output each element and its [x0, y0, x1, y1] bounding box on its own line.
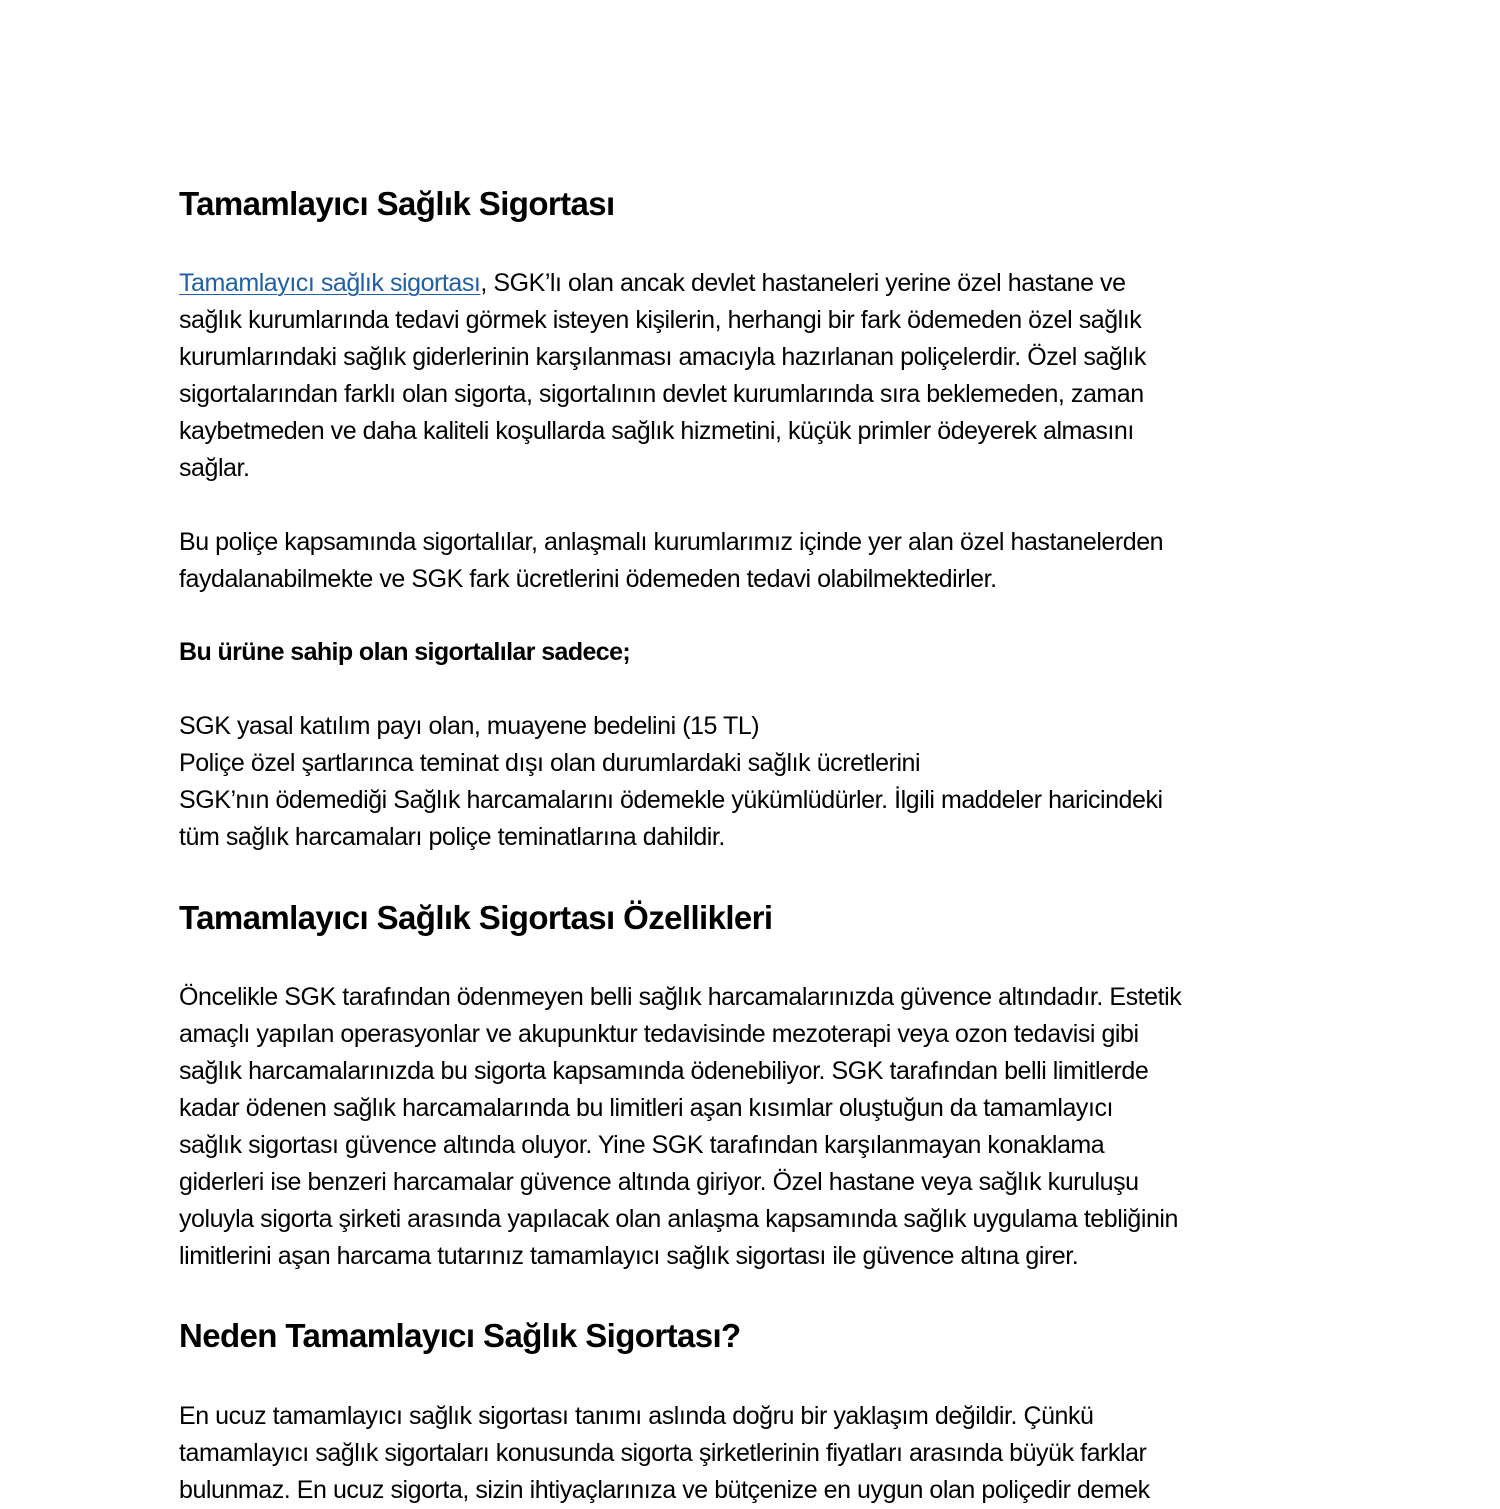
paragraph-line: bulunmaz. En ucuz sigorta, sizin ihtiyaçlarınıza ve bütçenize en uygun olan poliçedir demek [179, 1476, 1150, 1504]
intro-paragraph [179, 265, 1146, 487]
obligations-list [179, 708, 1163, 856]
obligation-item: SGK yasal katılım payı olan, muayene bedelini (15 TL) [179, 712, 760, 740]
features-paragraph [179, 979, 1181, 1275]
policy-coverage-paragraph [179, 524, 1163, 598]
paragraph-line: Öncelikle SGK tarafından ödenmeyen belli sağlık harcamalarınızda güvence altındadır. Estetik [179, 983, 1182, 1011]
tamamlayici-saglik-sigortasi-link[interactable]: Tamamlayıcı sağlık sigortası [179, 269, 481, 297]
paragraph-line: sağlık sigortası güvence altında oluyor. Yine SGK tarafından karşılanmayan konaklama [179, 1131, 1105, 1159]
intro-line: sağlar. [179, 454, 250, 482]
paragraph-line: tamamlayıcı sağlık sigortaları konusunda sigorta şirketlerinin fiyatları arasında büyük farklar [179, 1439, 1147, 1467]
paragraph-line: amaçlı yapılan operasyonlar ve akupunktur tedavisinde mezoterapi veya ozon tedavisi gibi [179, 1020, 1139, 1048]
intro-line: sağlık kurumlarında tedavi görmek isteyen kişilerin, herhangi bir fark ödemeden özel sağlık [179, 306, 1142, 334]
paragraph-line: kadar ödenen sağlık harcamalarında bu limitleri aşan kısımlar oluştuğun da tamamlayıcı [179, 1094, 1114, 1122]
paragraph-line: limitlerini aşan harcama tutarınız tamamlayıcı sağlık sigortası ile güvence altına girer. [179, 1242, 1079, 1270]
paragraph-line: giderleri ise benzeri harcamalar güvence altında giriyor. Özel hastane veya sağlık kuruluşu [179, 1168, 1139, 1196]
paragraph-line: En ucuz tamamlayıcı sağlık sigortası tanımı aslında doğru bir yaklaşım değildir. Çünkü [179, 1402, 1094, 1430]
paragraph-line: faydalanabilmekte ve SGK fark ücretlerini ödemeden tedavi olabilmektedirler. [179, 565, 997, 593]
paragraph-line: yoluyla sigorta şirketi arasında yapılacak olan anlaşma kapsamında sağlık uygulama tebliğinin [179, 1205, 1178, 1233]
obligation-item: tüm sağlık harcamaları poliçe teminatlarına dahildir. [179, 823, 725, 851]
heading-neden: Neden Tamamlayıcı Sağlık Sigortası? [179, 1317, 741, 1354]
intro-line: kurumlarındaki sağlık giderlerinin karşılanması amacıyla hazırlanan poliçelerdir. Özel sağlık [179, 343, 1146, 371]
intro-line: kaybetmeden ve daha kaliteli koşullarda sağlık hizmetini, küçük primler ödeyerek almasını [179, 417, 1134, 445]
heading-ozellikler: Tamamlayıcı Sağlık Sigortası Özellikleri [179, 899, 773, 936]
why-paragraph [179, 1398, 1150, 1509]
obligations-intro: Bu ürüne sahip olan sigortalılar sadece; [179, 638, 631, 666]
heading-tamamlayici-saglik-sigortasi: Tamamlayıcı Sağlık Sigortası [179, 185, 615, 222]
intro-line-1 [179, 265, 1146, 302]
intro-line-1-text: , SGK’lı olan ancak devlet hastaneleri yerine özel hastane ve [480, 269, 1126, 297]
intro-line: sigortalarından farklı olan sigorta, sigortalının devlet kurumlarında sıra beklemeden, zaman [179, 380, 1144, 408]
obligation-item: Poliçe özel şartlarınca teminat dışı olan durumlardaki sağlık ücretlerini [179, 749, 921, 777]
paragraph-line: sağlık harcamalarınızda bu sigorta kapsamında ödenebiliyor. SGK tarafından belli limitlerde [179, 1057, 1149, 1085]
paragraph-line: Bu poliçe kapsamında sigortalılar, anlaşmalı kurumlarımız içinde yer alan özel hastanelerden [179, 528, 1164, 556]
obligation-item: SGK’nın ödemediği Sağlık harcamalarını ödemekle yükümlüdürler. İlgili maddeler haricindeki [179, 786, 1163, 814]
